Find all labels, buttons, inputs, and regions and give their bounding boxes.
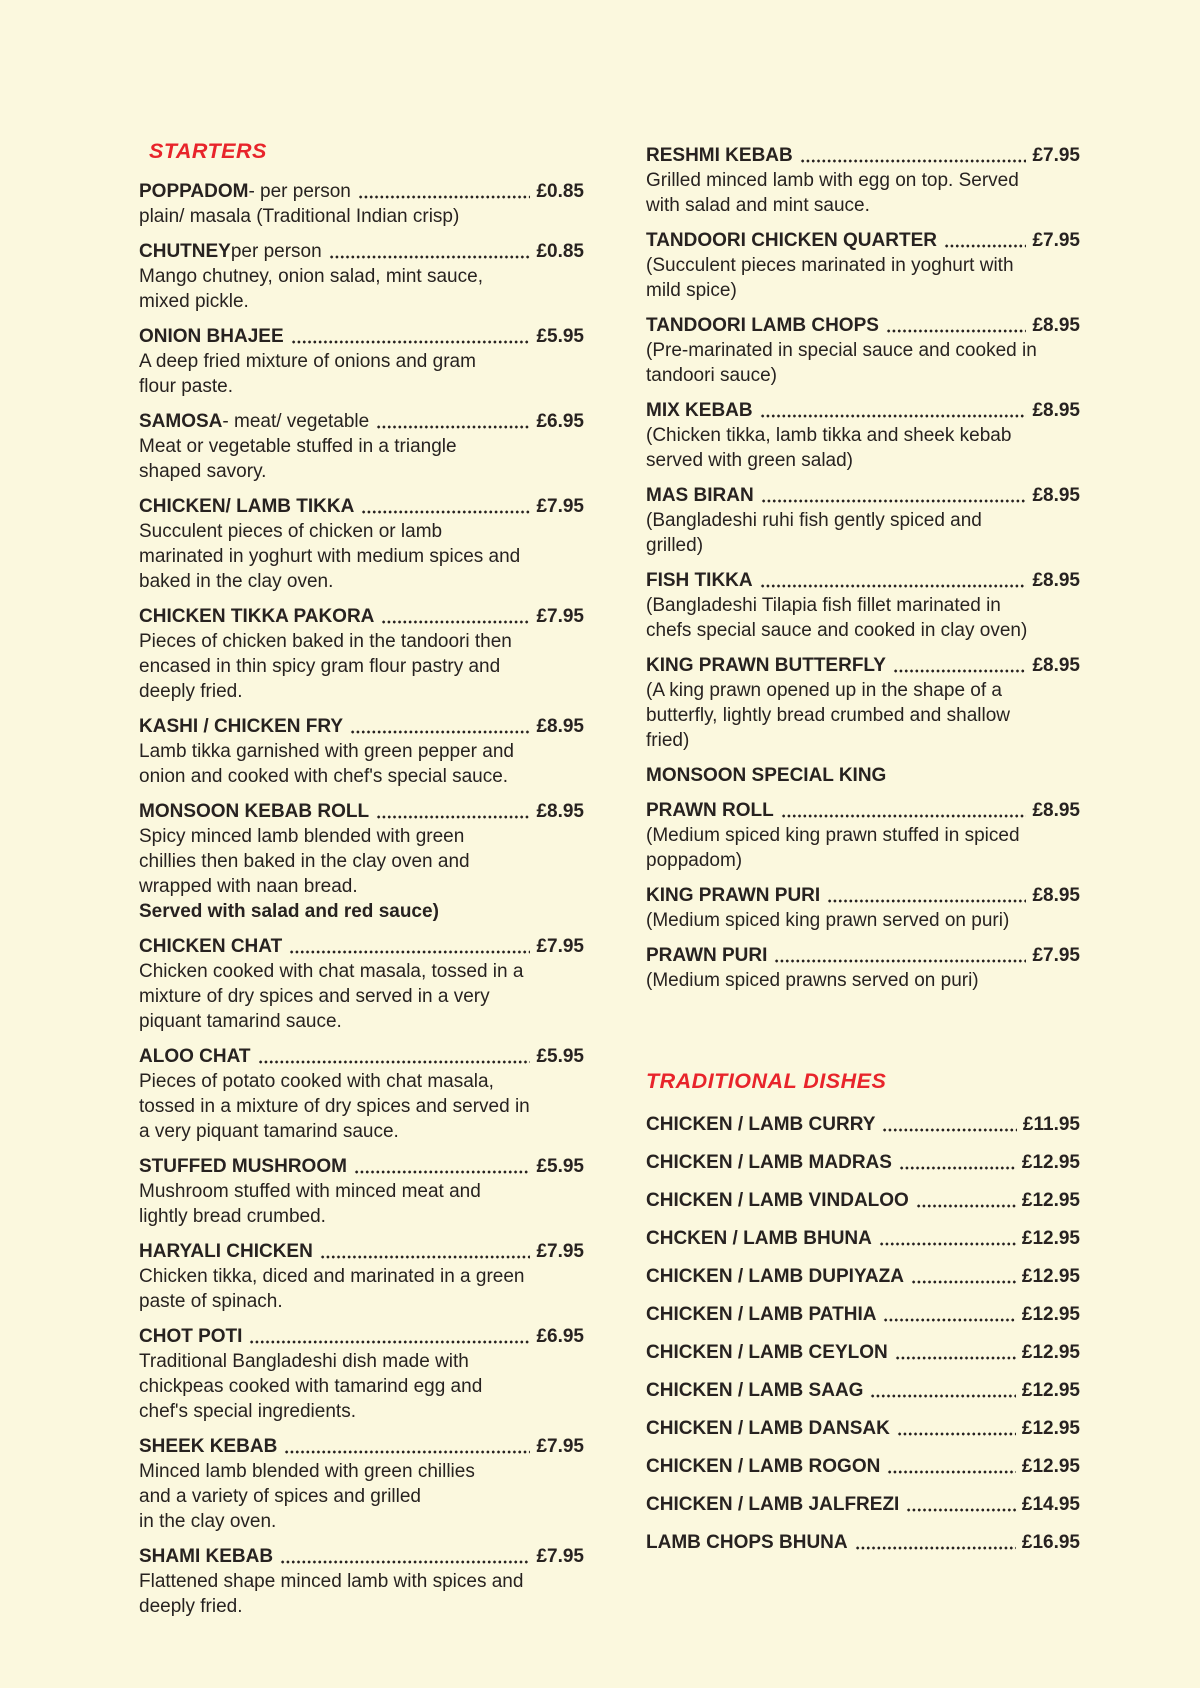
item-title-row bbox=[646, 483, 1080, 508]
dot-leader bbox=[895, 1355, 1016, 1361]
item-name: TANDOORI CHICKEN QUARTER bbox=[646, 230, 937, 251]
item-description-line: wrapped with naan bread. bbox=[139, 876, 358, 897]
item-name: CHICKEN / LAMB VINDALOO bbox=[646, 1190, 909, 1211]
dot-leader bbox=[800, 158, 1027, 164]
dot-leader bbox=[827, 898, 1026, 904]
menu-item bbox=[139, 1434, 584, 1534]
menu-item bbox=[646, 798, 1080, 873]
item-description-line: encased in thin spicy gram flour pastry and bbox=[139, 656, 501, 677]
item-name: CHICKEN / LAMB DUPIYAZA bbox=[646, 1266, 904, 1287]
dot-leader bbox=[350, 729, 530, 735]
item-title-row bbox=[646, 1188, 1080, 1213]
item-title-row bbox=[139, 1324, 584, 1349]
item-title-row bbox=[139, 799, 584, 824]
dot-leader bbox=[870, 1393, 1015, 1399]
dot-leader bbox=[358, 194, 531, 200]
item-price: £0.85 bbox=[536, 241, 584, 262]
item-title-row bbox=[646, 1150, 1080, 1175]
item-name-detail: - per person bbox=[248, 181, 351, 202]
menu-item bbox=[646, 1378, 1080, 1403]
menu-item bbox=[646, 883, 1080, 933]
dot-leader bbox=[887, 1469, 1016, 1475]
item-price: £7.95 bbox=[1032, 230, 1080, 251]
item-description-line: Chicken tikka, diced and marinated in a green bbox=[139, 1266, 525, 1287]
item-title-row bbox=[139, 239, 584, 264]
menu-item bbox=[646, 483, 1080, 558]
item-price: £12.95 bbox=[1021, 1228, 1080, 1249]
dot-leader bbox=[280, 1559, 530, 1565]
item-price: £5.95 bbox=[536, 1156, 584, 1177]
item-price: £7.95 bbox=[1032, 145, 1080, 166]
item-description-line: (A king prawn opened up in the shape of a bbox=[646, 680, 1002, 701]
item-name: ONION BHAJEE bbox=[139, 326, 284, 347]
menu-item bbox=[646, 1112, 1080, 1137]
menu-item bbox=[139, 409, 584, 484]
dot-leader bbox=[899, 1165, 1016, 1171]
item-description-line: paste of spinach. bbox=[139, 1291, 283, 1312]
menu-item bbox=[646, 1150, 1080, 1175]
item-name: KASHI / CHICKEN FRY bbox=[139, 716, 344, 737]
item-title-row bbox=[139, 604, 584, 629]
item-description-line: chefs special sauce and cooked in clay oven) bbox=[646, 620, 1028, 641]
item-description-line: mixture of dry spices and served in a very bbox=[139, 986, 490, 1007]
item-name: CHICKEN/ LAMB TIKKA bbox=[139, 496, 355, 517]
item-description-line: and a variety of spices and grilled bbox=[139, 1486, 421, 1507]
item-description-line: plain/ masala (Traditional Indian crisp) bbox=[139, 206, 460, 227]
right-column bbox=[646, 143, 1080, 1568]
item-description-line: shaped savory. bbox=[139, 461, 267, 482]
dot-leader bbox=[911, 1279, 1016, 1285]
item-title-row bbox=[646, 763, 1080, 788]
item-description-line: mixed pickle. bbox=[139, 291, 249, 312]
menu-item bbox=[646, 1188, 1080, 1213]
item-title-row bbox=[646, 1530, 1080, 1555]
item-price: £8.95 bbox=[1032, 315, 1080, 336]
item-name: CHICKEN / LAMB PATHIA bbox=[646, 1304, 877, 1325]
item-price: £8.95 bbox=[1032, 885, 1080, 906]
item-name: LAMB CHOPS BHUNA bbox=[646, 1532, 848, 1553]
item-name: PRAWN PURI bbox=[646, 945, 768, 966]
item-title-row bbox=[646, 653, 1080, 678]
item-name: CHICKEN / LAMB CURRY bbox=[646, 1114, 876, 1135]
item-price: £7.95 bbox=[536, 1436, 584, 1457]
item-price: £12.95 bbox=[1021, 1380, 1080, 1401]
item-price: £0.85 bbox=[536, 181, 584, 202]
item-name: CHICKEN CHAT bbox=[139, 936, 283, 957]
item-price: £12.95 bbox=[1021, 1304, 1080, 1325]
item-name: MONSOON SPECIAL KING bbox=[646, 765, 887, 786]
item-title-row bbox=[139, 324, 584, 349]
item-price: £16.95 bbox=[1021, 1532, 1080, 1553]
item-title-row bbox=[646, 943, 1080, 968]
item-description-line: Minced lamb blended with green chillies bbox=[139, 1461, 475, 1482]
item-description-line: (Succulent pieces marinated in yoghurt with bbox=[646, 255, 1014, 276]
item-price: £8.95 bbox=[1032, 570, 1080, 591]
item-description-line: a very piquant tamarind sauce. bbox=[139, 1121, 399, 1142]
item-title-row bbox=[646, 883, 1080, 908]
menu-item bbox=[646, 1302, 1080, 1327]
item-description-line: deeply fried. bbox=[139, 1596, 243, 1617]
section-title: TRADITIONAL DISHES bbox=[646, 1069, 887, 1093]
item-description-line: tandoori sauce) bbox=[646, 365, 777, 386]
item-description-line: Mango chutney, onion salad, mint sauce, bbox=[139, 266, 483, 287]
item-price: £8.95 bbox=[1032, 800, 1080, 821]
item-description-line: Meat or vegetable stuffed in a triangle bbox=[139, 436, 457, 457]
item-description-line: (Medium spiced king prawn served on puri) bbox=[646, 910, 1010, 931]
dot-leader bbox=[284, 1449, 530, 1455]
item-title-row bbox=[646, 1112, 1080, 1137]
menu-item bbox=[646, 763, 1080, 788]
menu-item bbox=[139, 1544, 584, 1619]
item-title-row bbox=[139, 1154, 584, 1179]
item-title-row bbox=[646, 1378, 1080, 1403]
item-price: £6.95 bbox=[536, 1326, 584, 1347]
item-title-row bbox=[139, 409, 584, 434]
menu-item bbox=[139, 494, 584, 594]
menu-item bbox=[139, 799, 584, 924]
item-description-line: lightly bread crumbed. bbox=[139, 1206, 326, 1227]
item-title-row bbox=[139, 1239, 584, 1264]
item-title-row bbox=[646, 228, 1080, 253]
item-price: £11.95 bbox=[1022, 1114, 1080, 1135]
dot-leader bbox=[879, 1241, 1016, 1247]
item-name: CHICKEN / LAMB ROGON bbox=[646, 1456, 881, 1477]
dot-leader bbox=[886, 328, 1027, 334]
item-note: Served with salad and red sauce) bbox=[139, 901, 439, 922]
menu-item bbox=[139, 714, 584, 789]
item-description-line: butterfly, lightly bread crumbed and shallow bbox=[646, 705, 1011, 726]
item-description-line: Pieces of potato cooked with chat masala, bbox=[139, 1071, 494, 1092]
item-price: £7.95 bbox=[536, 936, 584, 957]
item-name: MAS BIRAN bbox=[646, 485, 754, 506]
item-title-row bbox=[646, 1264, 1080, 1289]
dot-leader bbox=[289, 949, 530, 955]
item-name: HARYALI CHICKEN bbox=[139, 1241, 313, 1262]
item-description-line: piquant tamarind sauce. bbox=[139, 1011, 342, 1032]
item-name: CHICKEN / LAMB DANSAK bbox=[646, 1418, 890, 1439]
dot-leader bbox=[883, 1317, 1015, 1323]
menu-item bbox=[139, 1044, 584, 1144]
item-title-row bbox=[646, 1302, 1080, 1327]
item-title-row bbox=[139, 494, 584, 519]
item-name: SAMOSA bbox=[139, 411, 223, 432]
item-name: TANDOORI LAMB CHOPS bbox=[646, 315, 879, 336]
item-description-line: (Pre-marinated in special sauce and cooked in bbox=[646, 340, 1037, 361]
menu-item bbox=[646, 1340, 1080, 1365]
item-name: RESHMI KEBAB bbox=[646, 145, 793, 166]
dot-leader bbox=[249, 1339, 530, 1345]
item-description-line: Lamb tikka garnished with green pepper and bbox=[139, 741, 514, 762]
item-title-row bbox=[646, 143, 1080, 168]
dot-leader bbox=[258, 1059, 531, 1065]
item-title-row bbox=[646, 1492, 1080, 1517]
menu-section bbox=[646, 1067, 1080, 1555]
item-price: £8.95 bbox=[536, 801, 584, 822]
menu-item bbox=[139, 324, 584, 399]
item-title-row bbox=[646, 313, 1080, 338]
menu-section bbox=[139, 137, 584, 1619]
item-name: CHICKEN / LAMB SAAG bbox=[646, 1380, 864, 1401]
item-price: £5.95 bbox=[536, 1046, 584, 1067]
item-price: £7.95 bbox=[536, 1546, 584, 1567]
menu-item bbox=[646, 1530, 1080, 1555]
item-price: £12.95 bbox=[1021, 1418, 1080, 1439]
menu-item bbox=[646, 313, 1080, 388]
item-description-line: tossed in a mixture of dry spices and served in bbox=[139, 1096, 530, 1117]
item-description-line: Chicken cooked with chat masala, tossed in a bbox=[139, 961, 524, 982]
dot-leader bbox=[320, 1254, 531, 1260]
dot-leader bbox=[781, 813, 1027, 819]
menu-item bbox=[646, 568, 1080, 643]
item-name: SHEEK KEBAB bbox=[139, 1436, 278, 1457]
menu-item bbox=[139, 604, 584, 704]
item-title-row bbox=[139, 179, 584, 204]
item-description-line: chef's special ingredients. bbox=[139, 1401, 356, 1422]
item-name: CHICKEN / LAMB CEYLON bbox=[646, 1342, 888, 1363]
item-name: CHUTNEY bbox=[139, 241, 231, 262]
item-name: CHICKEN / LAMB JALFREZI bbox=[646, 1494, 900, 1515]
item-price: £12.95 bbox=[1021, 1152, 1080, 1173]
item-description-line: flour paste. bbox=[139, 376, 233, 397]
item-price: £6.95 bbox=[536, 411, 584, 432]
item-price: £8.95 bbox=[1032, 485, 1080, 506]
item-name: CHCKEN / LAMB BHUNA bbox=[646, 1228, 872, 1249]
left-column bbox=[139, 137, 584, 1629]
item-title-row bbox=[139, 714, 584, 739]
item-name: KING PRAWN BUTTERFLY bbox=[646, 655, 886, 676]
item-price: £7.95 bbox=[536, 496, 584, 517]
dot-leader bbox=[761, 498, 1027, 504]
item-description-line: (Medium spiced prawns served on puri) bbox=[646, 970, 979, 991]
dot-leader bbox=[354, 1169, 531, 1175]
dot-leader bbox=[855, 1545, 1016, 1551]
item-description-line: mild spice) bbox=[646, 280, 737, 301]
item-title-row bbox=[139, 1434, 584, 1459]
item-description-line: Pieces of chicken baked in the tandoori then bbox=[139, 631, 512, 652]
item-price: £12.95 bbox=[1021, 1190, 1080, 1211]
menu-item bbox=[646, 943, 1080, 993]
item-name: ALOO CHAT bbox=[139, 1046, 251, 1067]
item-description-line: chickpeas cooked with tamarind egg and bbox=[139, 1376, 483, 1397]
dot-leader bbox=[916, 1203, 1016, 1209]
dot-leader bbox=[376, 814, 530, 820]
item-title-row bbox=[646, 568, 1080, 593]
item-name: KING PRAWN PURI bbox=[646, 885, 821, 906]
item-price: £7.95 bbox=[536, 1241, 584, 1262]
item-name: STUFFED MUSHROOM bbox=[139, 1156, 347, 1177]
item-description-line: Spicy minced lamb blended with green bbox=[139, 826, 465, 847]
item-name: CHOT POTI bbox=[139, 1326, 243, 1347]
item-price: £5.95 bbox=[536, 326, 584, 347]
item-name: MONSOON KEBAB ROLL bbox=[139, 801, 370, 822]
menu-item bbox=[139, 1154, 584, 1229]
dot-leader bbox=[760, 583, 1027, 589]
dot-leader bbox=[381, 619, 530, 625]
item-description-line: served with green salad) bbox=[646, 450, 853, 471]
item-title-row bbox=[646, 1340, 1080, 1365]
dot-leader bbox=[291, 339, 531, 345]
item-price: £14.95 bbox=[1021, 1494, 1080, 1515]
item-price: £12.95 bbox=[1021, 1456, 1080, 1477]
menu-item bbox=[646, 1454, 1080, 1479]
item-description-line: (Bangladeshi Tilapia fish fillet marinated in bbox=[646, 595, 1001, 616]
item-price: £7.95 bbox=[1032, 945, 1080, 966]
item-price: £8.95 bbox=[536, 716, 584, 737]
dot-leader bbox=[944, 243, 1026, 249]
item-title-row bbox=[646, 798, 1080, 823]
item-description-line: grilled) bbox=[646, 535, 704, 556]
dot-leader bbox=[774, 958, 1026, 964]
item-description-line: (Bangladeshi ruhi fish gently spiced and bbox=[646, 510, 982, 531]
item-name-detail: per person bbox=[230, 241, 322, 262]
item-name: CHICKEN TIKKA PAKORA bbox=[139, 606, 375, 627]
item-name: MIX KEBAB bbox=[646, 400, 753, 421]
item-description-line: A deep fried mixture of onions and gram bbox=[139, 351, 476, 372]
item-name-detail: - meat/ vegetable bbox=[222, 411, 370, 432]
menu-item bbox=[646, 228, 1080, 303]
item-name: CHICKEN / LAMB MADRAS bbox=[646, 1152, 892, 1173]
menu-item bbox=[139, 1324, 584, 1424]
item-description-line: onion and cooked with chef's special sauce. bbox=[139, 766, 509, 787]
item-title-row bbox=[646, 1226, 1080, 1251]
menu-item bbox=[646, 1264, 1080, 1289]
menu-item bbox=[139, 1239, 584, 1314]
dot-leader bbox=[329, 254, 531, 260]
item-description-line: in the clay oven. bbox=[139, 1511, 277, 1532]
item-description-line: poppadom) bbox=[646, 850, 743, 871]
item-description-line: baked in the clay oven. bbox=[139, 571, 334, 592]
dot-leader bbox=[897, 1431, 1016, 1437]
menu-item bbox=[139, 934, 584, 1034]
item-description-line: Succulent pieces of chicken or lamb bbox=[139, 521, 443, 542]
item-description-line: Grilled minced lamb with egg on top. Served bbox=[646, 170, 1019, 191]
item-title-row bbox=[646, 1454, 1080, 1479]
item-description-line: Mushroom stuffed with minced meat and bbox=[139, 1181, 481, 1202]
menu-item bbox=[139, 179, 584, 229]
item-title-row bbox=[139, 1044, 584, 1069]
item-price: £12.95 bbox=[1021, 1342, 1080, 1363]
item-description-line: with salad and mint sauce. bbox=[646, 195, 870, 216]
menu-item bbox=[646, 1416, 1080, 1441]
dot-leader bbox=[760, 413, 1027, 419]
item-price: £8.95 bbox=[1032, 400, 1080, 421]
item-description-line: (Chicken tikka, lamb tikka and sheek kebab bbox=[646, 425, 1012, 446]
item-title-row bbox=[139, 934, 584, 959]
dot-leader bbox=[361, 509, 530, 515]
item-description-line: Traditional Bangladeshi dish made with bbox=[139, 1351, 469, 1372]
menu-item bbox=[646, 143, 1080, 218]
item-description-line: marinated in yoghurt with medium spices and bbox=[139, 546, 521, 567]
item-price: £12.95 bbox=[1021, 1266, 1080, 1287]
item-description-line: deeply fried. bbox=[139, 681, 243, 702]
item-name: FISH TIKKA bbox=[646, 570, 753, 591]
menu-section bbox=[646, 143, 1080, 993]
item-name: PRAWN ROLL bbox=[646, 800, 774, 821]
item-description-line: Flattened shape minced lamb with spices and bbox=[139, 1571, 524, 1592]
menu-item bbox=[139, 239, 584, 314]
item-title-row bbox=[646, 1416, 1080, 1441]
item-description-line: chillies then baked in the clay oven and bbox=[139, 851, 470, 872]
item-description-line: fried) bbox=[646, 730, 690, 751]
item-price: £7.95 bbox=[536, 606, 584, 627]
menu-item bbox=[646, 653, 1080, 753]
item-name: SHAMI KEBAB bbox=[139, 1546, 274, 1567]
item-name: POPPADOM bbox=[139, 181, 249, 202]
item-title-row bbox=[646, 398, 1080, 423]
item-price: £8.95 bbox=[1032, 655, 1080, 676]
section-title: STARTERS bbox=[149, 139, 267, 163]
dot-leader bbox=[882, 1127, 1017, 1133]
dot-leader bbox=[906, 1507, 1016, 1513]
dot-leader bbox=[376, 424, 530, 430]
item-description-line: (Medium spiced king prawn stuffed in spiced bbox=[646, 825, 1020, 846]
item-title-row bbox=[139, 1544, 584, 1569]
menu-item bbox=[646, 1226, 1080, 1251]
menu-item bbox=[646, 1492, 1080, 1517]
dot-leader bbox=[893, 668, 1026, 674]
menu-item bbox=[646, 398, 1080, 473]
